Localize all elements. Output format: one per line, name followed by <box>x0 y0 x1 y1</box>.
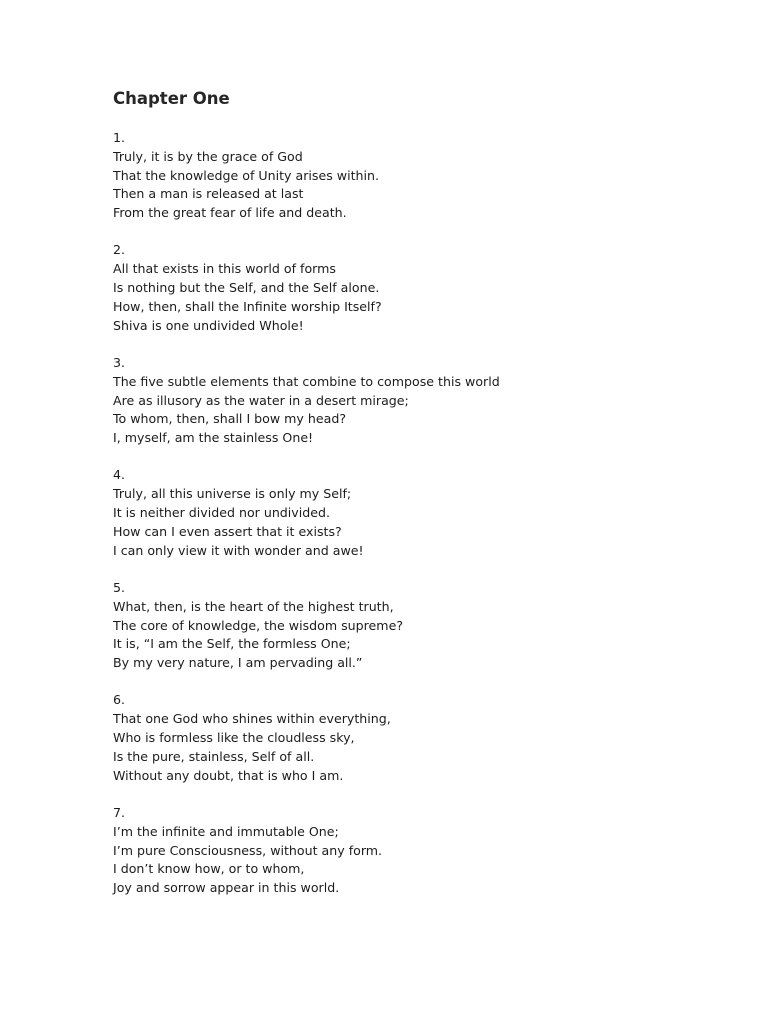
verse-line: All that exists in this world of forms <box>113 261 336 277</box>
verse-1 <box>113 129 733 223</box>
verse-line: That one God who shines within everything, <box>113 711 391 727</box>
verse-number: 3. <box>113 354 126 370</box>
verse-2 <box>113 241 733 335</box>
verse-line: I’m the infinite and immutable One; <box>113 823 339 839</box>
verse-3 <box>113 354 733 448</box>
verse-6 <box>113 691 733 785</box>
verse-line: Then a man is released at last <box>113 186 304 202</box>
verse-number: 6. <box>113 692 126 708</box>
verse-line: How, then, shall the Infinite worship Itself? <box>113 298 382 314</box>
verse-line: The five subtle elements that combine to compose this world <box>113 373 500 389</box>
verse-line: Without any doubt, that is who I am. <box>113 767 344 783</box>
verse-line: What, then, is the heart of the highest truth, <box>113 598 394 614</box>
verse-line: I, myself, am the stainless One! <box>113 430 314 446</box>
verse-number: 4. <box>113 467 126 483</box>
verse-line: Joy and sorrow appear in this world. <box>113 880 340 896</box>
verse-line: Is the pure, stainless, Self of all. <box>113 748 315 764</box>
chapter-title: Chapter One <box>113 89 230 108</box>
verse-number: 2. <box>113 242 126 258</box>
verse-line: By my very nature, I am pervading all.” <box>113 655 363 671</box>
verse-line: Truly, it is by the grace of God <box>113 148 303 164</box>
verse-line: That the knowledge of Unity arises within. <box>113 167 379 183</box>
verse-7 <box>113 804 733 898</box>
verse-line: I can only view it with wonder and awe! <box>113 542 364 558</box>
verse-line: I don’t know how, or to whom, <box>113 861 305 877</box>
verse-line: Who is formless like the cloudless sky, <box>113 730 355 746</box>
verse-line: The core of knowledge, the wisdom supreme? <box>113 617 404 633</box>
verse-line: Truly, all this universe is only my Self; <box>113 486 352 502</box>
verse-5 <box>113 579 733 673</box>
verse-list <box>113 129 733 916</box>
verse-number: 7. <box>113 804 126 820</box>
verse-4 <box>113 466 733 560</box>
verse-number: 1. <box>113 130 126 145</box>
verse-line: It is neither divided nor undivided. <box>113 505 330 521</box>
verse-line: Shiva is one undivided Whole! <box>113 317 304 333</box>
verse-line: Are as illusory as the water in a desert mirage; <box>113 392 409 408</box>
verse-line: It is, “I am the Self, the formless One; <box>113 636 351 652</box>
verse-line: To whom, then, shall I bow my head? <box>113 411 347 427</box>
verse-line: How can I even assert that it exists? <box>113 523 342 539</box>
verse-line: I’m pure Consciousness, without any form. <box>113 842 383 858</box>
verse-line: Is nothing but the Self, and the Self alone. <box>113 280 380 296</box>
verse-number: 5. <box>113 579 126 595</box>
verse-line: From the great fear of life and death. <box>113 205 347 221</box>
